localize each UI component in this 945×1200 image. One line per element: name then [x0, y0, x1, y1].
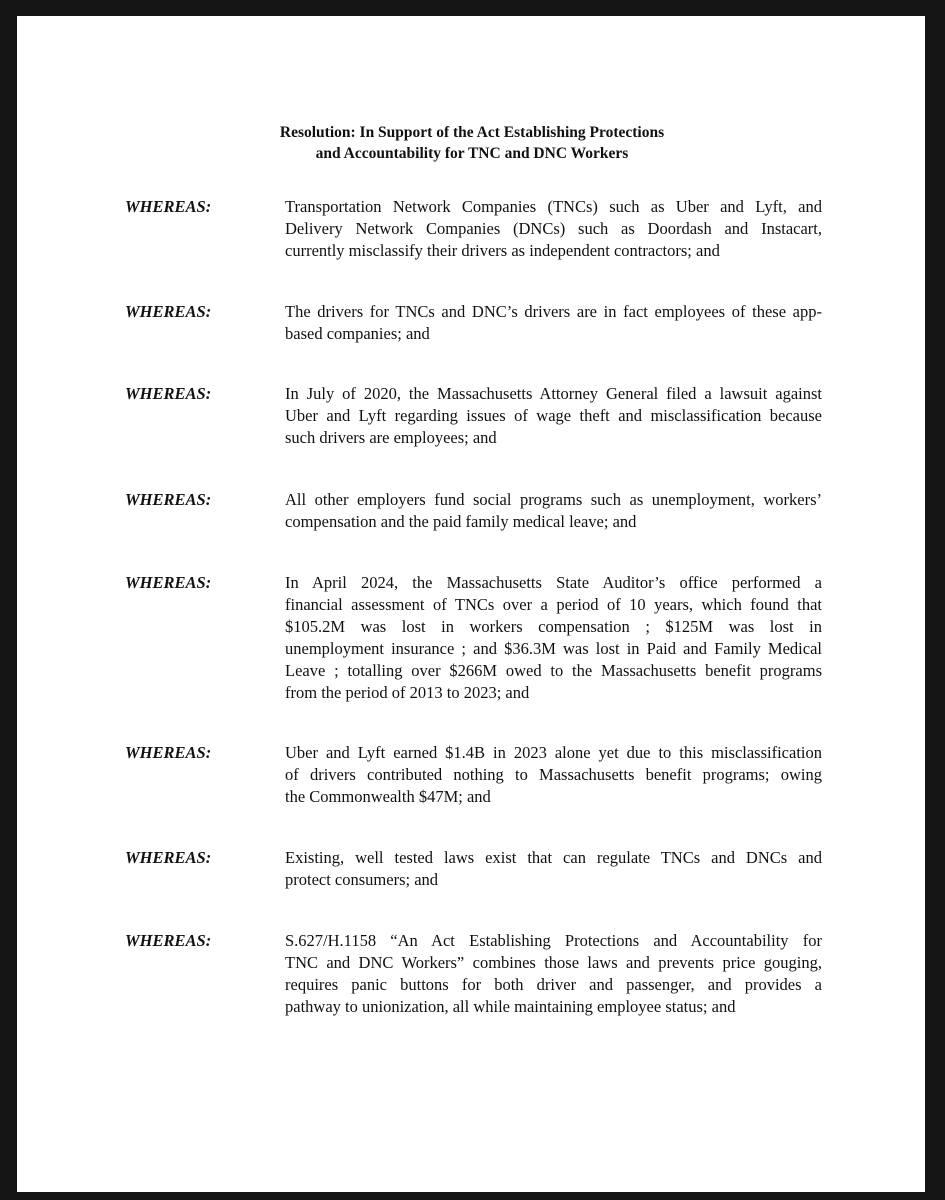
clause-line: Delivery Network Companies (DNCs) such as Doordash and Instacart,	[285, 219, 822, 238]
clause-line: requires panic buttons for both driver and passenger, and provides a	[285, 975, 822, 994]
clause-text	[285, 930, 822, 1018]
whereas-label: WHEREAS:	[125, 848, 212, 867]
resolution-title	[17, 122, 927, 164]
clause-text	[285, 847, 822, 891]
clause-text	[285, 572, 822, 704]
clause-line: S.627/H.1158 “An Act Establishing Protections and Accountability for	[285, 931, 822, 950]
clause-line: compensation and the paid family medical leave; and	[285, 512, 637, 531]
title-line-2: and Accountability for TNC and DNC Workers	[315, 145, 629, 162]
clause-line: In July of 2020, the Massachusetts Attorney General filed a lawsuit against	[285, 384, 822, 403]
clause-line: financial assessment of TNCs over a period of 10 years, which found that	[285, 595, 822, 614]
clause-line: of drivers contributed nothing to Massachusetts benefit programs; owing	[285, 765, 822, 784]
clause-text	[285, 383, 822, 449]
clause-line: Uber and Lyft earned $1.4B in 2023 alone yet due to this misclassification	[285, 743, 822, 762]
clause-line: The drivers for TNCs and DNC’s drivers are in fact employees of these app-	[285, 302, 822, 321]
clause-text	[285, 301, 822, 345]
clause-line: currently misclassify their drivers as independent contractors; and	[285, 241, 720, 260]
clause-line: Transportation Network Companies (TNCs) such as Uber and Lyft, and	[285, 197, 822, 216]
clause-line: protect consumers; and	[285, 870, 439, 889]
clause-line: $105.2M was lost in workers compensation ; $125M was lost in	[285, 617, 822, 636]
whereas-label: WHEREAS:	[125, 573, 212, 592]
title-line-1: Resolution: In Support of the Act Establishing Protections	[279, 124, 665, 141]
clause-line: pathway to unionization, all while maintaining employee status; and	[285, 997, 736, 1016]
clause-text	[285, 489, 822, 533]
clause-line: based companies; and	[285, 324, 430, 343]
whereas-label: WHEREAS:	[125, 302, 212, 321]
whereas-label: WHEREAS:	[125, 931, 212, 950]
whereas-label: WHEREAS:	[125, 384, 212, 403]
whereas-label: WHEREAS:	[125, 743, 212, 762]
clause-line: from the period of 2013 to 2023; and	[285, 683, 530, 702]
clause-line: TNC and DNC Workers” combines those laws and prevents price gouging,	[285, 953, 822, 972]
clause-line: Leave ; totalling over $266M owed to the Massachusetts benefit programs	[285, 661, 822, 680]
clause-line: the Commonwealth $47M; and	[285, 787, 491, 806]
whereas-label: WHEREAS:	[125, 197, 212, 216]
document-page	[17, 16, 925, 1192]
clause-line: In April 2024, the Massachusetts State Auditor’s office performed a	[285, 573, 822, 592]
clause-line: Uber and Lyft regarding issues of wage theft and misclassification because	[285, 406, 822, 425]
clause-text	[285, 196, 822, 262]
clause-line: unemployment insurance ; and $36.3M was lost in Paid and Family Medical	[285, 639, 822, 658]
clause-line: such drivers are employees; and	[285, 428, 497, 447]
clause-text	[285, 742, 822, 808]
whereas-label: WHEREAS:	[125, 490, 212, 509]
clause-line: Existing, well tested laws exist that can regulate TNCs and DNCs and	[285, 848, 822, 867]
clause-line: All other employers fund social programs such as unemployment, workers’	[285, 490, 822, 509]
